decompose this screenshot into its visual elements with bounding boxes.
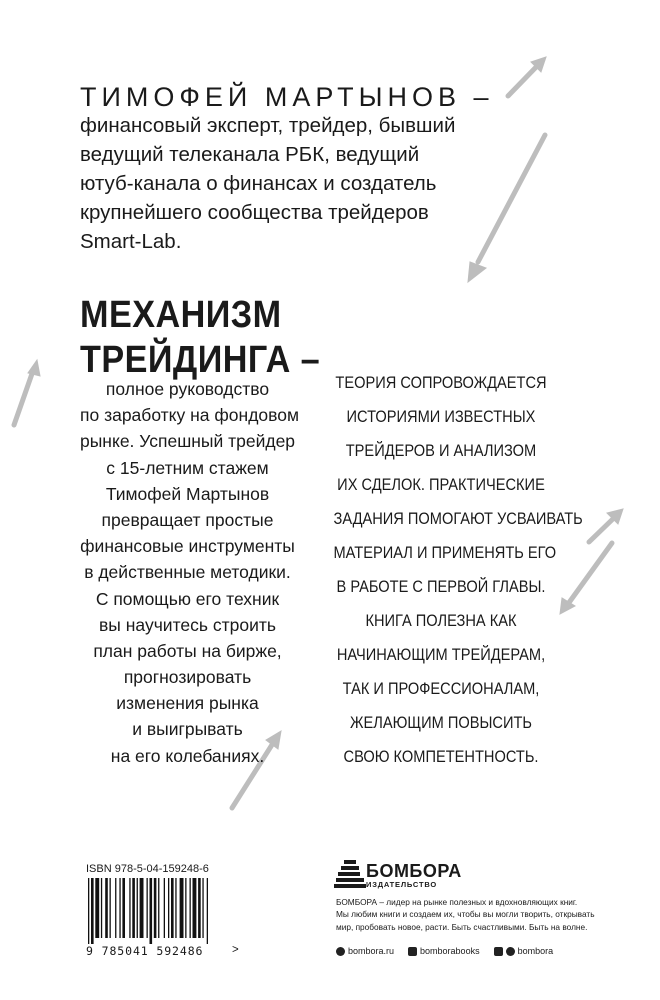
telegram-icon (506, 947, 515, 956)
description-line: по заработку на фондовом (80, 405, 300, 426)
theory-line: ИСТОРИЯМИ ИЗВЕСТНЫХ (346, 407, 536, 426)
theory-line: СВОЮ КОМПЕТЕНТНОСТЬ. (343, 747, 539, 766)
book-description (80, 376, 300, 769)
social-telegram-label: bombora (517, 946, 554, 956)
description-line: в действенные методики. (84, 562, 291, 583)
bio-line: финансовый эксперт, трейдер, бывший (80, 114, 456, 137)
bio-line: крупнейшего сообщества трейдеров (80, 201, 429, 224)
isbn-label: ISBN 978-5-04-159248-6 (86, 863, 209, 875)
theory-line: ТЕОРИЯ СОПРОВОЖДАЕТСЯ (335, 373, 547, 392)
bio-line: ютуб-канала о финансах и создатель (80, 172, 437, 195)
description-line: финансовые инструменты (80, 536, 295, 557)
description-line: и выигрывать (132, 719, 243, 740)
description-line: изменения рынка (116, 693, 259, 714)
about-line: мир, пробовать новое, расти. Быть счастливыми. Быть на волне. (336, 921, 588, 932)
vk-icon (408, 947, 417, 956)
globe-icon (336, 947, 345, 956)
theory-text (316, 366, 583, 774)
author-name: ТИМОФЕЙ МАРТЫНОВ – (80, 82, 494, 112)
bio-line: ведущий телеканала РБК, ведущий (80, 143, 420, 166)
theory-line: ЖЕЛАЮЩИМ ПОВЫСИТЬ (350, 713, 532, 732)
publisher-sub: ИЗДАТЕЛЬСТВО (366, 880, 437, 889)
description-line: план работы на бирже, (93, 640, 282, 661)
theory-line: ИХ СДЕЛОК. ПРАКТИЧЕСКИЕ (337, 475, 545, 494)
author-bio (80, 111, 455, 256)
description-line: превращает простые (101, 509, 274, 530)
social-site-label: bombora.ru (348, 946, 395, 956)
publisher-about (336, 896, 595, 933)
publisher-name: БОМБОРА (366, 861, 462, 881)
description-line: полное руководство (105, 379, 270, 399)
description-line: Тимофей Мартынов (105, 483, 270, 504)
description-line: с 15-летним стажем (106, 457, 269, 478)
theory-line: ТРЕЙДЕРОВ И АНАЛИЗОМ (345, 441, 537, 460)
theory-line: КНИГА ПОЛЕЗНА КАК (365, 611, 517, 630)
social-telegram[interactable] (494, 946, 554, 956)
theory-line: НАЧИНАЮЩИМ ТРЕЙДЕРАМ, (336, 645, 546, 664)
description-line: на его колебаниях. (110, 745, 265, 766)
theory-line: ЗАДАНИЯ ПОМОГАЮТ УСВАИВАТЬ (333, 509, 583, 528)
theory-line: МАТЕРИАЛ И ПРИМЕНЯТЬ ЕГО (333, 543, 557, 562)
barcode-digits: 9 785041 592486 (86, 944, 204, 958)
bio-line: Smart-Lab. (80, 230, 182, 253)
title-line: ТРЕЙДИНГА – (80, 339, 321, 381)
theory-line: ТАК И ПРОФЕССИОНАЛАМ, (342, 679, 540, 698)
theory-line: В РАБОТЕ С ПЕРВОЙ ГЛАВЫ. (336, 577, 546, 596)
isbn-barcode (84, 878, 248, 946)
title-line: МЕХАНИЗМ (80, 294, 282, 336)
book-title (80, 293, 320, 383)
bombora-logo-icon (334, 858, 370, 890)
youtube-icon (494, 947, 503, 956)
social-vk-label: bomborabooks (420, 946, 480, 956)
description-line: вы научитесь строить (99, 614, 276, 635)
publisher-socials (336, 946, 553, 956)
social-vk[interactable] (408, 946, 480, 956)
social-site[interactable] (336, 946, 394, 956)
about-line: Мы любим книги и создаем их, чтобы вы могли творить, открывать (336, 909, 595, 920)
description-line: прогнозировать (123, 667, 252, 688)
about-line: БОМБОРА – лидер на рынке полезных и вдохновляющих книг. (336, 897, 578, 907)
description-line: рынке. Успешный трейдер (80, 431, 296, 452)
barcode-arrow: > (232, 944, 239, 956)
description-line: С помощью его техник (95, 588, 280, 609)
